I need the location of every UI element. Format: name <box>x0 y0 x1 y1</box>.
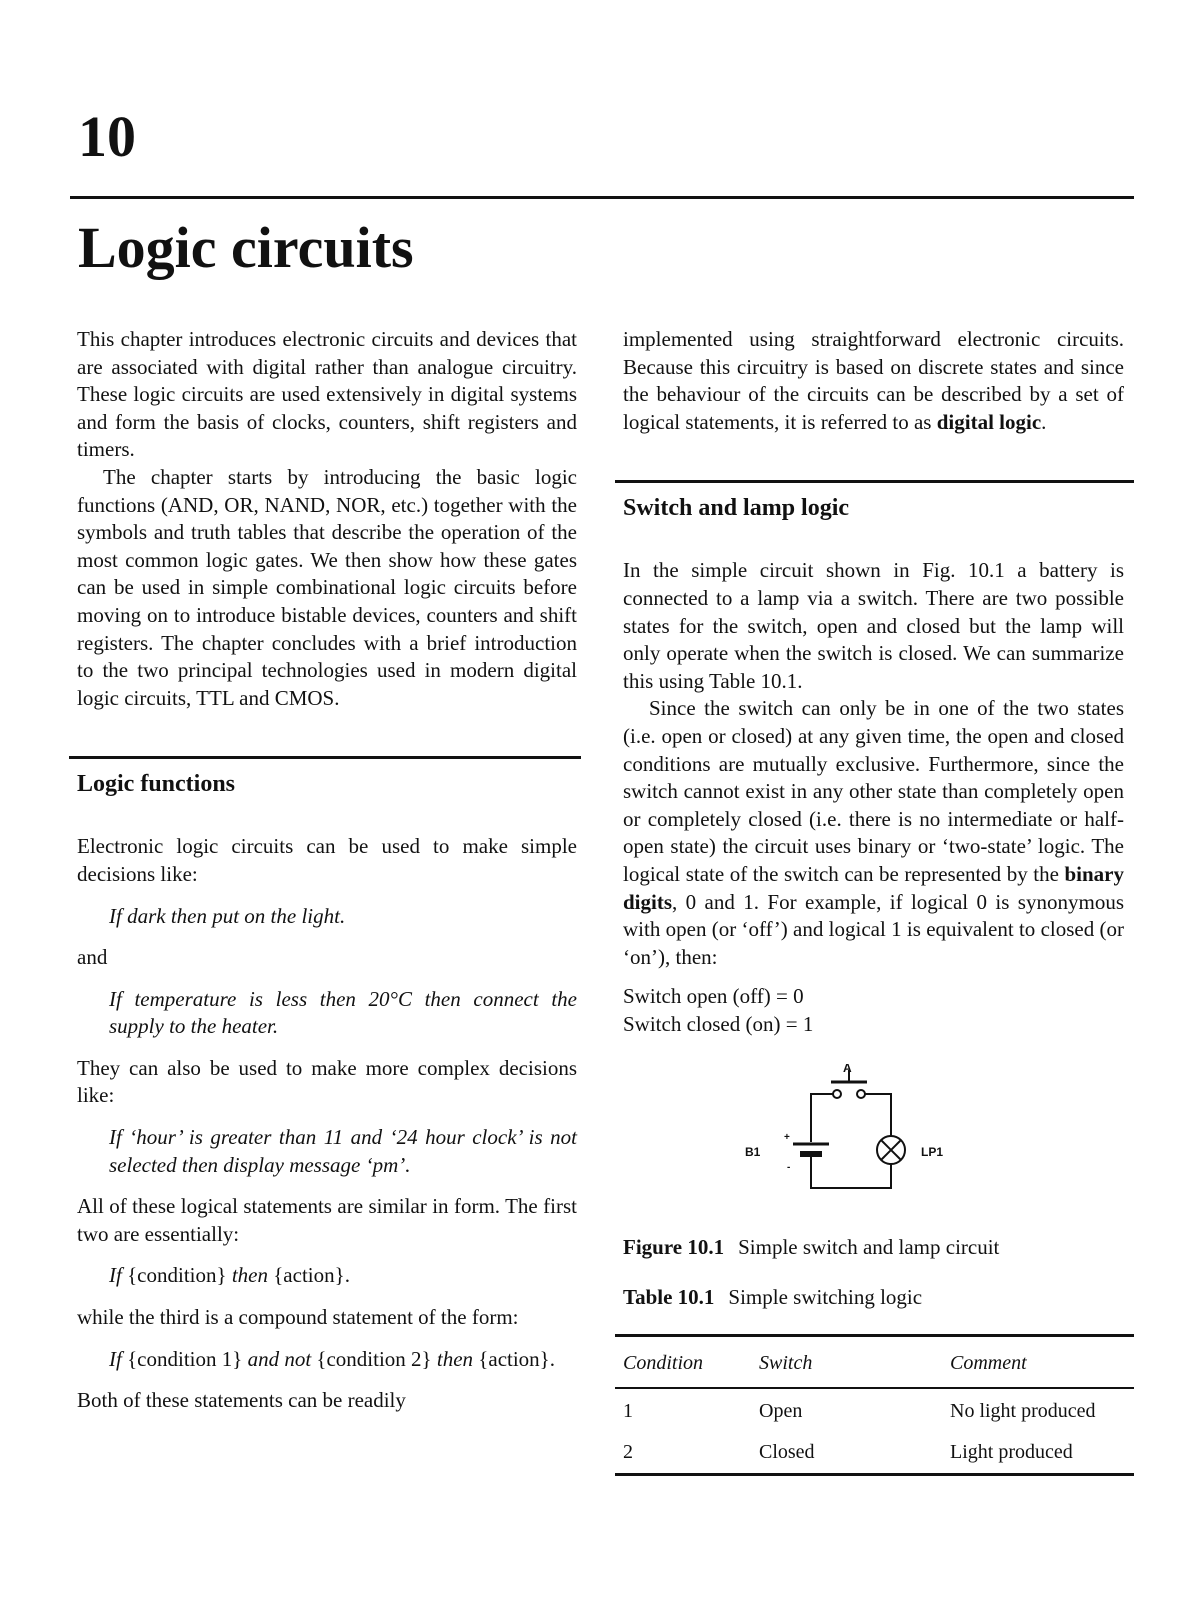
top-rule <box>70 196 1134 199</box>
equation: Switch open (off) = 0 <box>623 984 804 1009</box>
body-paragraph: In the simple circuit shown in Fig. 10.1 a battery is connected to a lamp via a switch. There are two possible states for the switch, open and closed but the lamp will only operate when the switch is closed. We can summarize this using Table 10.1. <box>623 558 1124 693</box>
switch-label: A <box>843 1064 852 1076</box>
battery-plus: + <box>784 1132 790 1144</box>
table-header: Switch <box>751 1335 942 1388</box>
table-caption: Table 10.1 Simple switching logic <box>623 1285 923 1310</box>
table-row <box>615 1430 1134 1475</box>
table-cell: Closed <box>751 1430 942 1475</box>
battery-label: B1 <box>745 1145 761 1160</box>
body-paragraph: Both of these statements can be readily <box>77 1388 406 1413</box>
left-column <box>77 326 577 1415</box>
table-header: Condition <box>615 1335 751 1388</box>
table-cell: 1 <box>623 1399 633 1422</box>
equation: Switch closed (on) = 1 <box>623 1011 814 1036</box>
table-cell: Open <box>759 1399 803 1422</box>
table-cell: 2 <box>615 1430 751 1475</box>
right-column <box>623 326 1124 1476</box>
intro-paragraph: The chapter starts by introducing the basic logic functions (AND, OR, NAND, NOR, etc.) together with the symbols and truth tables that describe the operation of the most common logic gates. We then show how these gates can be used in simple combinational logic circuits before moving on to introduce bistable devices, counters and shift registers. The chapter concludes with a brief introduction to the two principal technologies used in modern digital logic circuits, TTL and CMOS. <box>77 464 577 710</box>
statement-form: If {condition 1} and not {condition 2} then {action}. <box>109 1346 556 1371</box>
section-rule <box>69 756 581 759</box>
chapter-title: Logic circuits <box>78 215 414 280</box>
body-paragraph: Since the switch can only be in one of the two states (i.e. open or closed) at any given time, the open and closed conditions are mutually exclusive. Furthermore, since the switch cannot exist in any other state than completely open or completely closed (i.e. there is no intermediate or half-open state) the circuit uses binary or ‘two-state’ logic. The logical state of the switch can be represented by the binary digits, 0 and 1. For example, if logical 0 is synonymous with open (or ‘off’) and logical 1 is equivalent to closed (or ‘on’), then: <box>623 696 1124 969</box>
table-row <box>615 1388 1134 1430</box>
example-statement: If ‘hour’ is greater than 11 and ‘24 hour clock’ is not selected then display message ‘pm’. <box>109 1125 577 1177</box>
switching-logic-table <box>615 1334 1134 1476</box>
table-cell: Light produced <box>942 1430 1134 1475</box>
body-paragraph: All of these logical statements are similar in form. The first two are essentially: <box>77 1194 577 1246</box>
table-cell: No light produced <box>950 1399 1096 1422</box>
intro-paragraph: This chapter introduces electronic circuits and devices that are associated with digital rather than analogue circuitry. These logic circuits are used extensively in digital systems and form the basis of clocks, counters, shift registers and timers. <box>77 327 577 462</box>
example-statement: If dark then put on the light. <box>109 903 346 928</box>
statement-form: If {condition} then {action}. <box>109 1263 350 1288</box>
lamp-label: LP1 <box>921 1145 944 1160</box>
example-statement: If temperature is less then 20°C then connect the supply to the heater. <box>109 986 577 1039</box>
body-paragraph: and <box>77 945 108 970</box>
table-header: Comment <box>942 1335 1134 1388</box>
key-term: binary digits <box>623 861 1124 914</box>
body-paragraph: Electronic logic circuits can be used to make simple decisions like: <box>77 834 577 886</box>
key-term: digital logic <box>936 409 1042 434</box>
figure-caption: Figure 10.1 Simple switch and lamp circuit <box>623 1235 1000 1260</box>
chapter-number: 10 <box>78 104 136 169</box>
body-paragraph: implemented using straightforward electronic circuits. Because this circuitry is based on discrete states and since the behaviour of the circuits can be described by a set of logical statements, it is referred to as digital logic. <box>623 327 1124 434</box>
section-rule <box>615 480 1134 483</box>
body-paragraph: while the third is a compound statement of the form: <box>77 1305 519 1330</box>
section-heading-logic-functions: Logic functions <box>77 771 236 798</box>
body-paragraph: They can also be used to make more complex decisions like: <box>77 1055 577 1108</box>
section-heading-switch-lamp: Switch and lamp logic <box>623 495 850 522</box>
battery-minus: - <box>787 1162 791 1174</box>
switch-lamp-circuit-diagram <box>743 1064 973 1214</box>
